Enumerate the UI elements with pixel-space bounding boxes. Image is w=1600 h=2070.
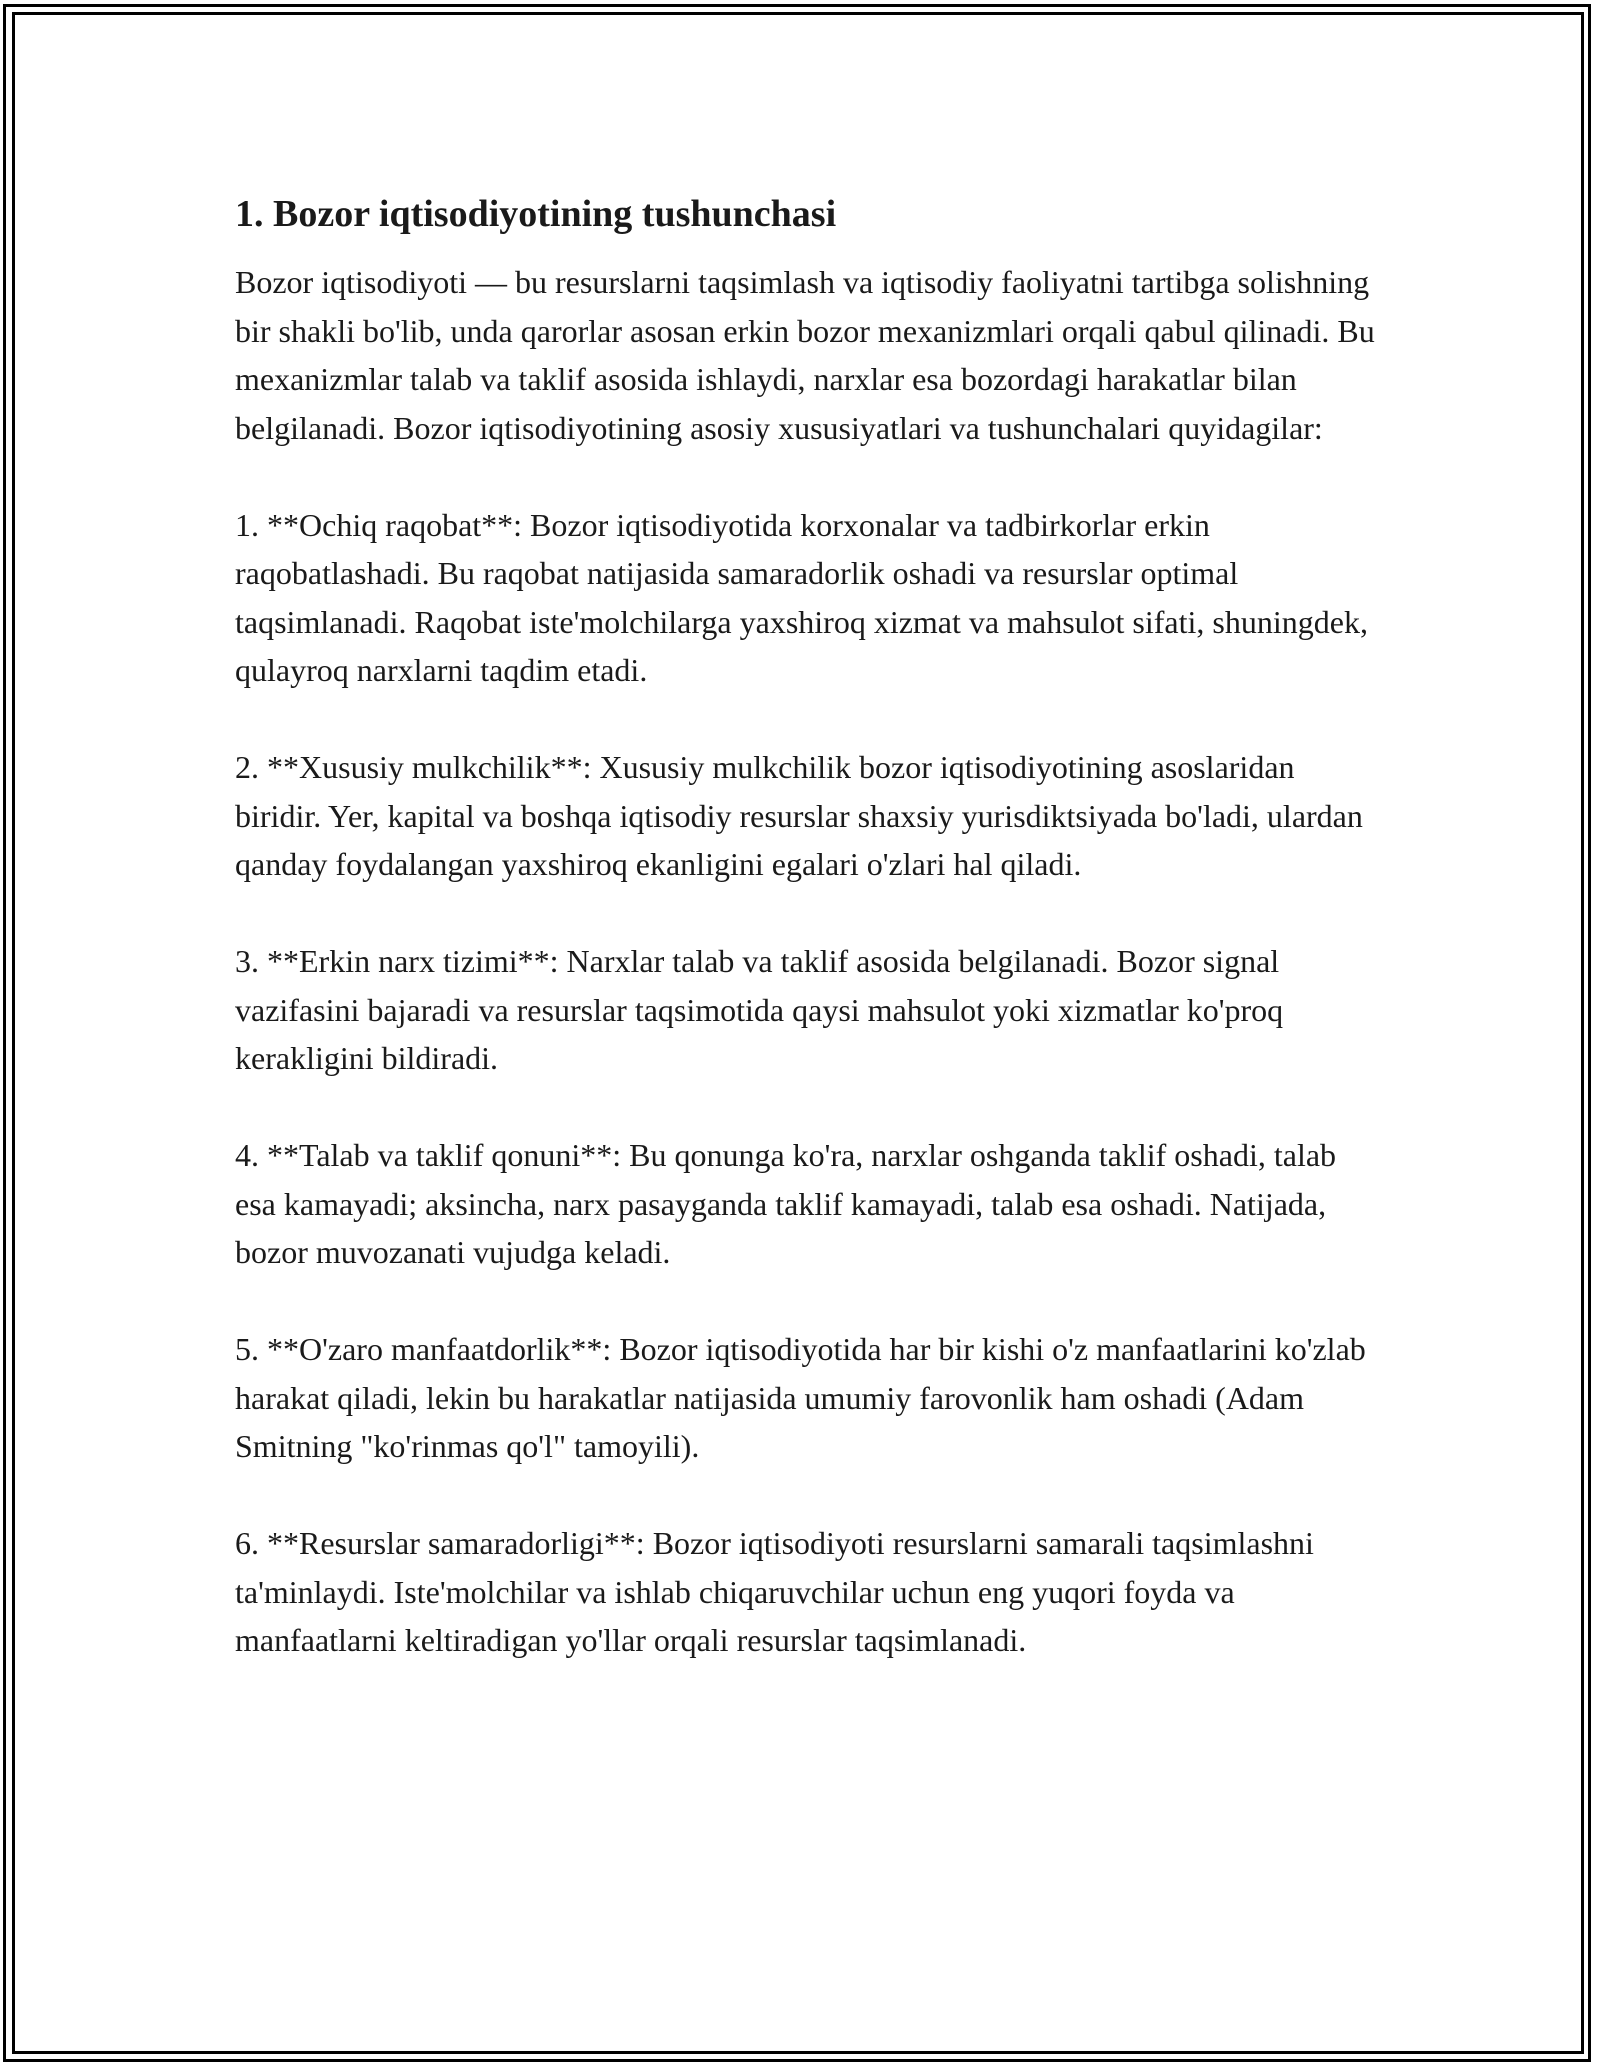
document-title: 1. Bozor iqtisodiyotining tushunchasi [235,193,837,235]
document-body [235,190,1375,1713]
paragraph-intro: Bozor iqtisodiyoti — bu resurslarni taqsimlash va iqtisodiy faoliyatni tartibga solishning bir shakli bo'lib, unda qarorlar asosan erkin bozor mexanizmlari orqali qabul qilinadi. Bu mexanizmlar talab va taklif asosida ishlaydi, narxlar esa bozordagi harakatlar bilan belgilanadi. Bozor iqtisodiyotining asosiy xususiyatlari va tushunchalari quyidagilar: [235,264,1375,446]
paragraph-item-6: 6. **Resurslar samaradorligi**: Bozor iqtisodiyoti resurslarni samarali taqsimlashni ta'minlaydi. Iste'molchilar va ishlab chiqaruvchilar uchun eng yuqori foyda va manfaatlarni keltiradigan yo'llar orqali resurslar taqsimlanadi. [235,1525,1314,1658]
paragraph-item-5: 5. **O'zaro manfaatdorlik**: Bozor iqtisodiyotida har bir kishi o'z manfaatlarini ko'zlab harakat qiladi, lekin bu harakatlar natijasida umumiy farovonlik ham oshadi (Adam Smitning "ko'rinmas qo'l" tamoyili). [235,1331,1366,1464]
paragraph-item-4: 4. **Talab va taklif qonuni**: Bu qonunga ko'ra, narxlar oshganda taklif oshadi, talab esa kamayadi; aksincha, narx pasayganda taklif kamayadi, talab esa oshadi. Natijada, bozor muvozanati vujudga keladi. [235,1137,1337,1270]
paragraph-item-2: 2. **Xususiy mulkchilik**: Xususiy mulkchilik bozor iqtisodiyotining asoslaridan biridir. Yer, kapital va boshqa iqtisodiy resurslar shaxsiy yurisdiktsiyada bo'ladi, ulardan qanday foydalangan yaxshiroq ekanligini egalari o'zlari hal qiladi. [235,749,1363,882]
paragraph-item-3: 3. **Erkin narx tizimi**: Narxlar talab va taklif asosida belgilanadi. Bozor signal vazifasini bajaradi va resurslar taqsimotida qaysi mahsulot yoki xizmatlar ko'proq kerakligini bildiradi. [235,943,1284,1076]
paragraph-item-1: 1. **Ochiq raqobat**: Bozor iqtisodiyotida korxonalar va tadbirkorlar erkin raqobatlashadi. Bu raqobat natijasida samaradorlik oshadi va resurslar optimal taqsimlanadi. Raqobat iste'molchilarga yaxshiroq xizmat va mahsulot sifati, shuningdek, qulayroq narxlarni taqdim etadi. [235,506,1368,688]
